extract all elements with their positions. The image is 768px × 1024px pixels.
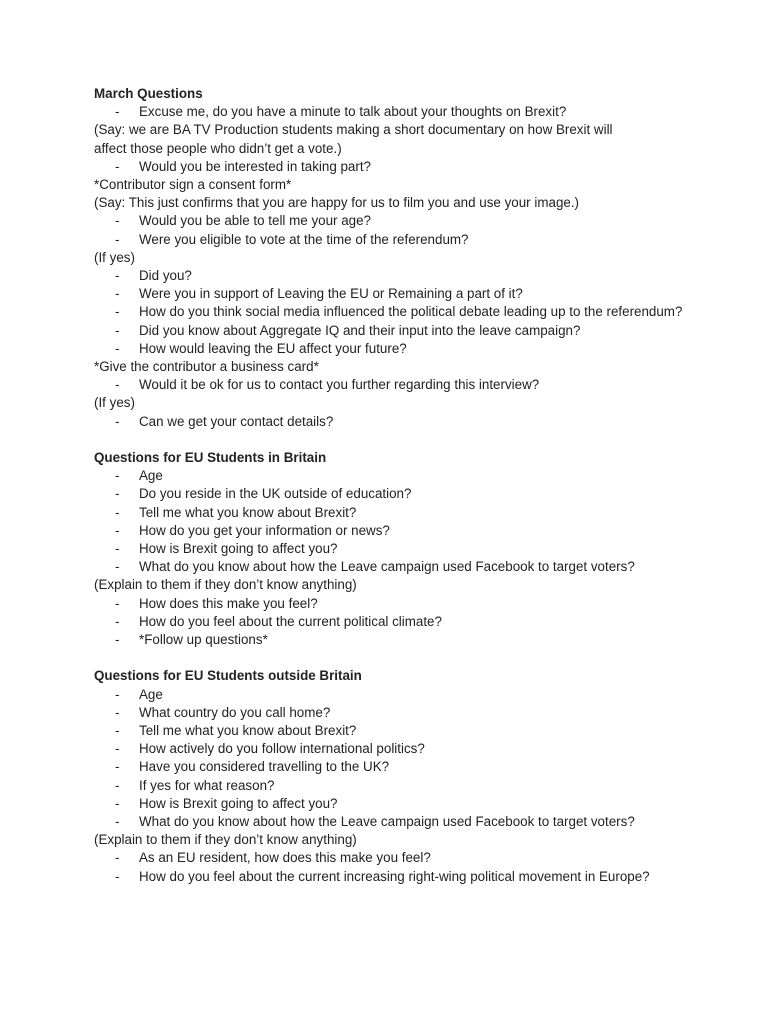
question-text: Age (139, 468, 163, 484)
section-spacer (94, 431, 744, 449)
document-body (94, 85, 744, 886)
dash-bullet-icon: - (115, 286, 120, 302)
question-item (94, 758, 744, 776)
dash-bullet-icon: - (115, 268, 120, 284)
question-text: How do you feel about the current increasing right-wing political movement in Europe? (139, 868, 650, 884)
instruction-note: (If yes) (94, 395, 135, 411)
question-text: Do you reside in the UK outside of education? (139, 486, 412, 502)
dash-bullet-icon: - (115, 304, 120, 320)
question-text: How would leaving the EU affect your future? (139, 340, 407, 356)
dash-bullet-icon: - (115, 322, 120, 338)
dash-bullet-icon: - (115, 795, 120, 811)
question-text: How do you feel about the current political climate? (139, 613, 442, 629)
question-item (94, 595, 744, 613)
question-text: Would it be ok for us to contact you further regarding this interview? (139, 377, 540, 393)
question-text: *Follow up questions* (139, 632, 268, 648)
dash-bullet-icon: - (115, 413, 120, 429)
dash-bullet-icon: - (115, 522, 120, 538)
question-text: How is Brexit going to affect you? (139, 541, 338, 557)
instruction-note: *Contributor sign a consent form* (94, 177, 292, 192)
question-text: How do you think social media influenced the political debate leading up to the referendum? (139, 304, 683, 320)
dash-bullet-icon: - (115, 741, 120, 757)
question-text: How do you get your information or news? (139, 522, 390, 538)
dash-bullet-icon: - (115, 723, 120, 739)
question-item (94, 212, 744, 230)
dash-bullet-icon: - (115, 377, 120, 393)
question-item (94, 285, 744, 303)
dash-bullet-icon: - (115, 231, 120, 247)
dash-bullet-icon: - (115, 213, 120, 229)
question-item (94, 704, 744, 722)
question-item (94, 340, 744, 358)
section-heading: Questions for EU Students in Britain (94, 450, 327, 466)
dash-bullet-icon: - (115, 868, 120, 884)
question-item (94, 303, 744, 321)
question-item (94, 231, 744, 249)
dash-bullet-icon: - (115, 595, 120, 611)
question-text: Tell me what you know about Brexit? (139, 504, 357, 520)
question-text: Have you considered travelling to the UK? (139, 759, 390, 775)
dash-bullet-icon: - (115, 504, 120, 520)
dash-bullet-icon: - (115, 104, 120, 120)
dash-bullet-icon: - (115, 686, 120, 702)
dash-bullet-icon: - (115, 704, 120, 720)
question-text: Can we get your contact details? (139, 413, 334, 429)
instruction-note: *Give the contributor a business card* (94, 359, 319, 375)
dash-bullet-icon: - (115, 559, 120, 575)
question-item (94, 795, 744, 813)
question-text: Tell me what you know about Brexit? (139, 723, 357, 739)
question-item (94, 849, 744, 867)
dash-bullet-icon: - (115, 613, 120, 629)
question-text: How does this make you feel? (139, 595, 318, 611)
question-text: How actively do you follow international politics? (139, 741, 425, 757)
dash-bullet-icon: - (115, 340, 120, 356)
question-item (94, 613, 744, 631)
instruction-note: (Explain to them if they don’t know anything) (94, 577, 357, 593)
question-item (94, 740, 744, 758)
instruction-note: (If yes) (94, 249, 135, 265)
question-item (94, 504, 744, 522)
dash-bullet-icon: - (115, 850, 120, 866)
dash-bullet-icon: - (115, 814, 120, 830)
dash-bullet-icon: - (115, 158, 120, 174)
question-text: Were you eligible to vote at the time of the referendum? (139, 231, 469, 247)
question-item (94, 267, 744, 285)
question-item (94, 467, 744, 485)
question-text: What country do you call home? (139, 704, 331, 720)
instruction-note: (Say: we are BA TV Production students making a short documentary on how Brexit will (94, 122, 613, 138)
question-item (94, 686, 744, 704)
question-text: If yes for what reason? (139, 777, 275, 793)
question-item (94, 485, 744, 503)
question-item (94, 722, 744, 740)
section-spacer (94, 649, 744, 667)
question-item (94, 631, 744, 649)
question-text: Would you be able to tell me your age? (139, 213, 372, 229)
question-item (94, 322, 744, 340)
question-item (94, 777, 744, 795)
question-item (94, 558, 744, 576)
question-item (94, 522, 744, 540)
instruction-note: (Explain to them if they don’t know anything) (94, 832, 357, 848)
question-text: Did you know about Aggregate IQ and their input into the leave campaign? (139, 322, 581, 338)
question-item (94, 868, 744, 886)
instruction-note: (Say: This just confirms that you are happy for us to film you and use your image.) (94, 195, 580, 211)
question-text: Did you? (139, 268, 192, 284)
section-heading: March Questions (94, 86, 203, 101)
question-text: As an EU resident, how does this make you feel? (139, 850, 431, 866)
dash-bullet-icon: - (115, 759, 120, 775)
dash-bullet-icon: - (115, 486, 120, 502)
question-text: What do you know about how the Leave campaign used Facebook to target voters? (139, 814, 635, 830)
question-text: What do you know about how the Leave campaign used Facebook to target voters? (139, 559, 635, 575)
question-text: Were you in support of Leaving the EU or Remaining a part of it? (139, 286, 523, 302)
question-text: How is Brexit going to affect you? (139, 795, 338, 811)
dash-bullet-icon: - (115, 468, 120, 484)
question-item (94, 158, 744, 176)
dash-bullet-icon: - (115, 541, 120, 557)
question-item (94, 413, 744, 431)
dash-bullet-icon: - (115, 632, 120, 648)
instruction-note: affect those people who didn’t get a vote.) (94, 140, 342, 156)
section-heading: Questions for EU Students outside Britain (94, 668, 362, 684)
question-item (94, 540, 744, 558)
question-text: Age (139, 686, 163, 702)
question-item (94, 376, 744, 394)
question-item (94, 813, 744, 831)
question-text: Excuse me, do you have a minute to talk about your thoughts on Brexit? (139, 104, 567, 120)
dash-bullet-icon: - (115, 777, 120, 793)
question-text: Would you be interested in taking part? (139, 158, 372, 174)
question-item (94, 103, 744, 121)
